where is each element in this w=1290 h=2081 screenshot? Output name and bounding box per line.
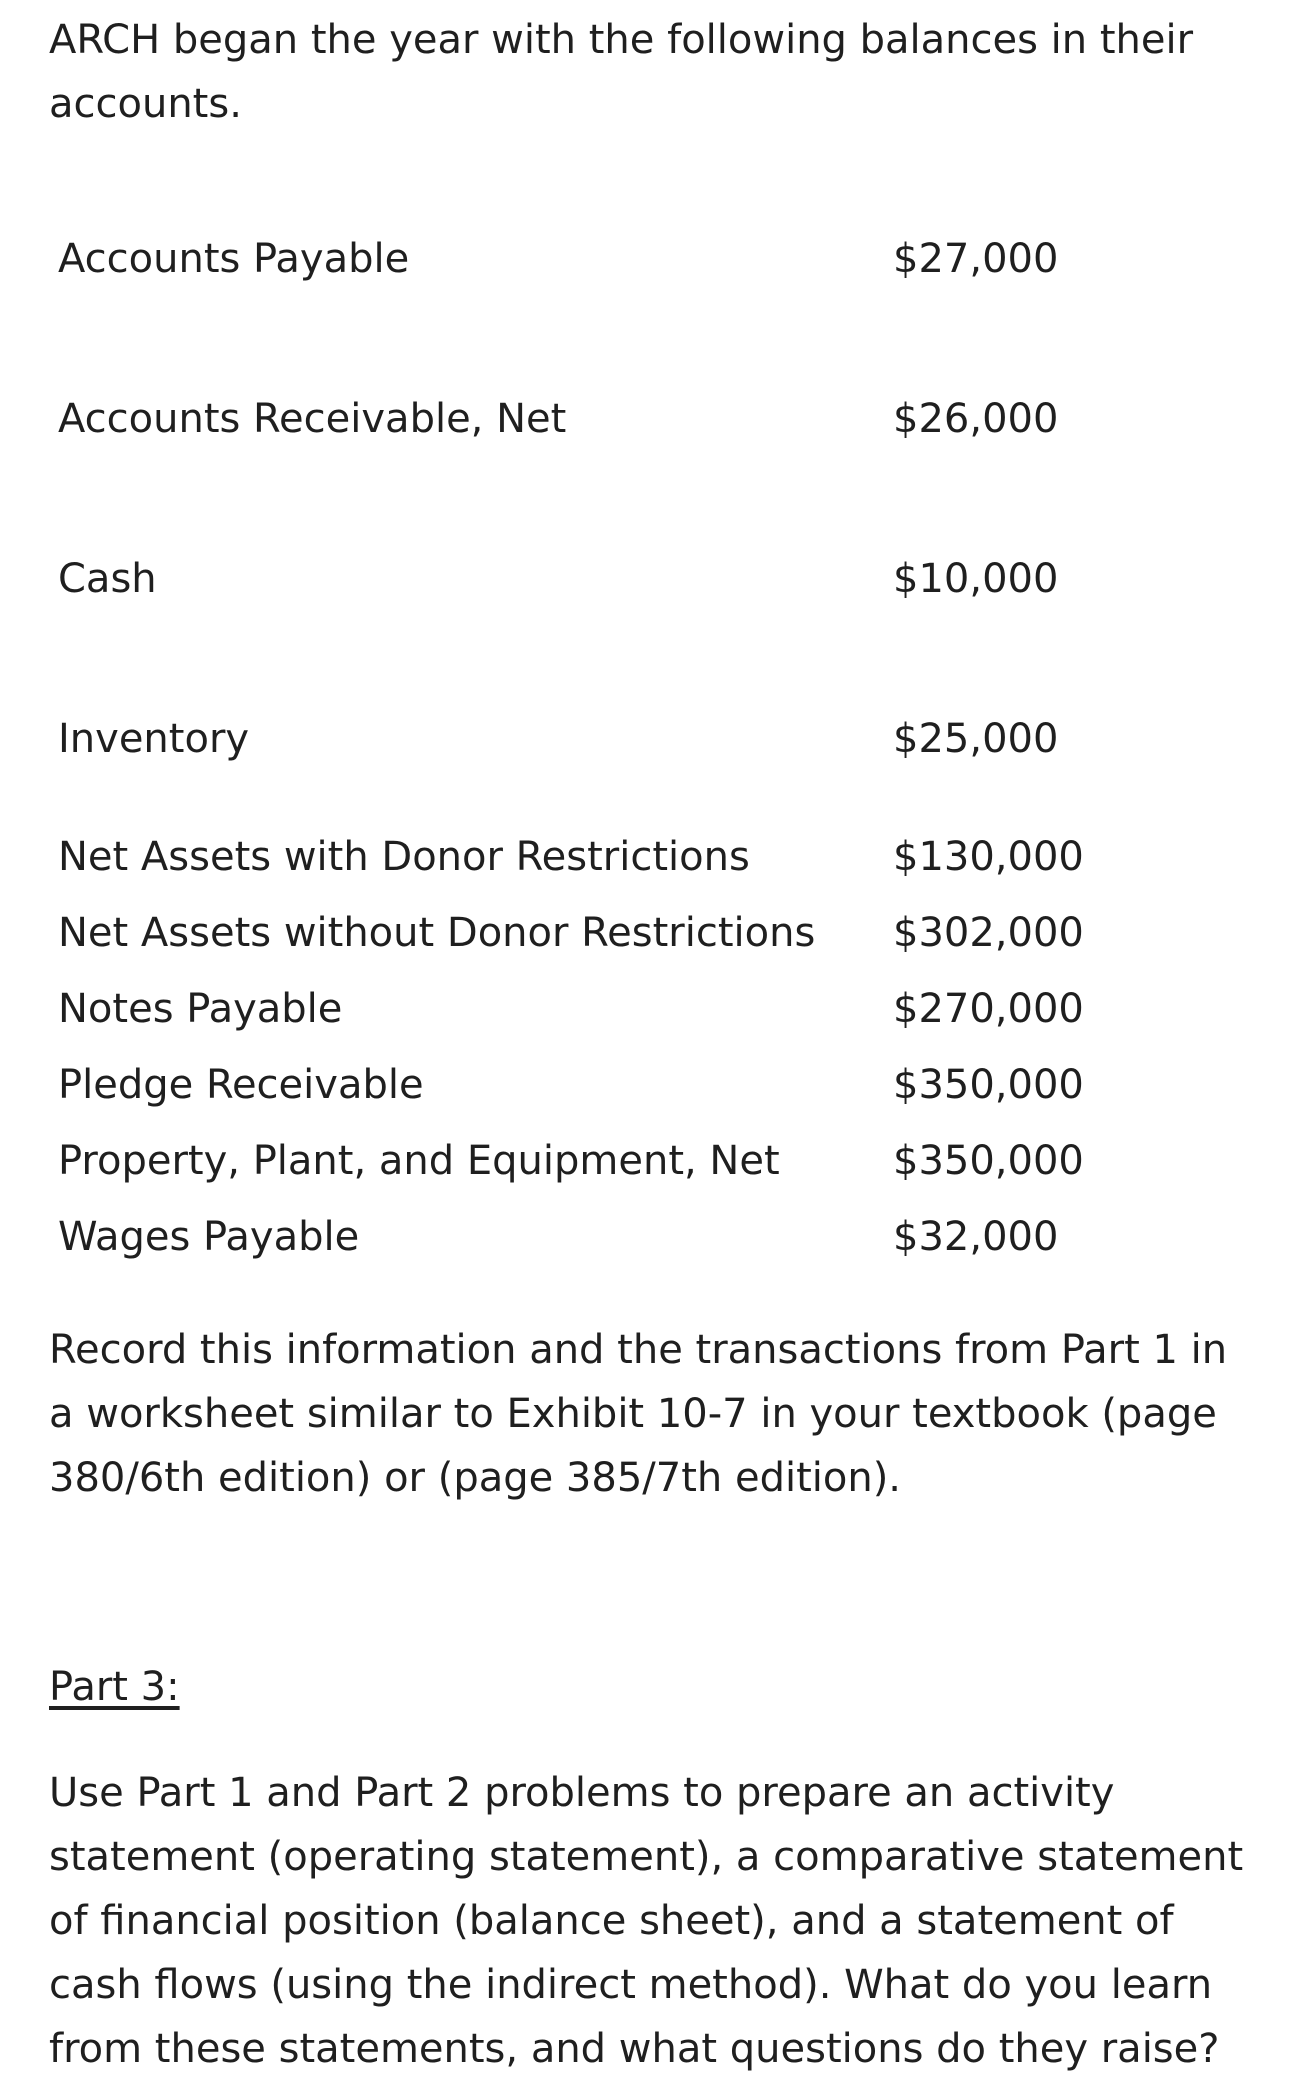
- account-amount: $25,000: [893, 716, 1059, 762]
- account-name: Accounts Payable: [58, 236, 410, 282]
- part3-body: Use Part 1 and Part 2 problems to prepare an activity statement (operating statement), a comparative statement of financial position (balance sheet), and a statement of cash flows (using the indirect method). What do you learn from these statements, and what questions do they raise?: [49, 1770, 1244, 2072]
- account-amount: $10,000: [893, 556, 1059, 602]
- account-amount: $270,000: [893, 986, 1084, 1032]
- account-amount: $32,000: [893, 1214, 1059, 1260]
- account-row: [0, 979, 1290, 1039]
- account-amount: $350,000: [893, 1138, 1084, 1184]
- account-amount: $26,000: [893, 396, 1059, 442]
- account-row: [0, 549, 1290, 609]
- account-name: Cash: [58, 556, 157, 602]
- account-name: Inventory: [58, 716, 250, 762]
- account-row: [0, 709, 1290, 769]
- instruction-text: Record this information and the transactions from Part 1 in a worksheet similar to Exhibit 10-7 in your textbook (page 380/6th edition) or (page 385/7th edition).: [49, 1327, 1228, 1501]
- part3-heading: Part 3:: [49, 1664, 180, 1710]
- account-name: Wages Payable: [58, 1214, 360, 1260]
- account-row: [0, 1131, 1290, 1191]
- account-amount: $350,000: [893, 1062, 1084, 1108]
- account-amount: $27,000: [893, 236, 1059, 282]
- account-name: Property, Plant, and Equipment, Net: [58, 1138, 780, 1184]
- account-name: Notes Payable: [58, 986, 343, 1032]
- account-row: [0, 229, 1290, 289]
- intro-text: ARCH began the year with the following balances in their accounts.: [49, 17, 1194, 127]
- account-row: [0, 389, 1290, 449]
- account-row: [0, 1207, 1290, 1267]
- account-name: Accounts Receivable, Net: [58, 396, 567, 442]
- account-name: Pledge Receivable: [58, 1062, 424, 1108]
- account-amount: $302,000: [893, 910, 1084, 956]
- account-row: [0, 827, 1290, 887]
- account-name: Net Assets without Donor Restrictions: [58, 910, 816, 956]
- account-amount: $130,000: [893, 834, 1084, 880]
- account-row: [0, 1055, 1290, 1115]
- account-row: [0, 903, 1290, 963]
- account-name: Net Assets with Donor Restrictions: [58, 834, 750, 880]
